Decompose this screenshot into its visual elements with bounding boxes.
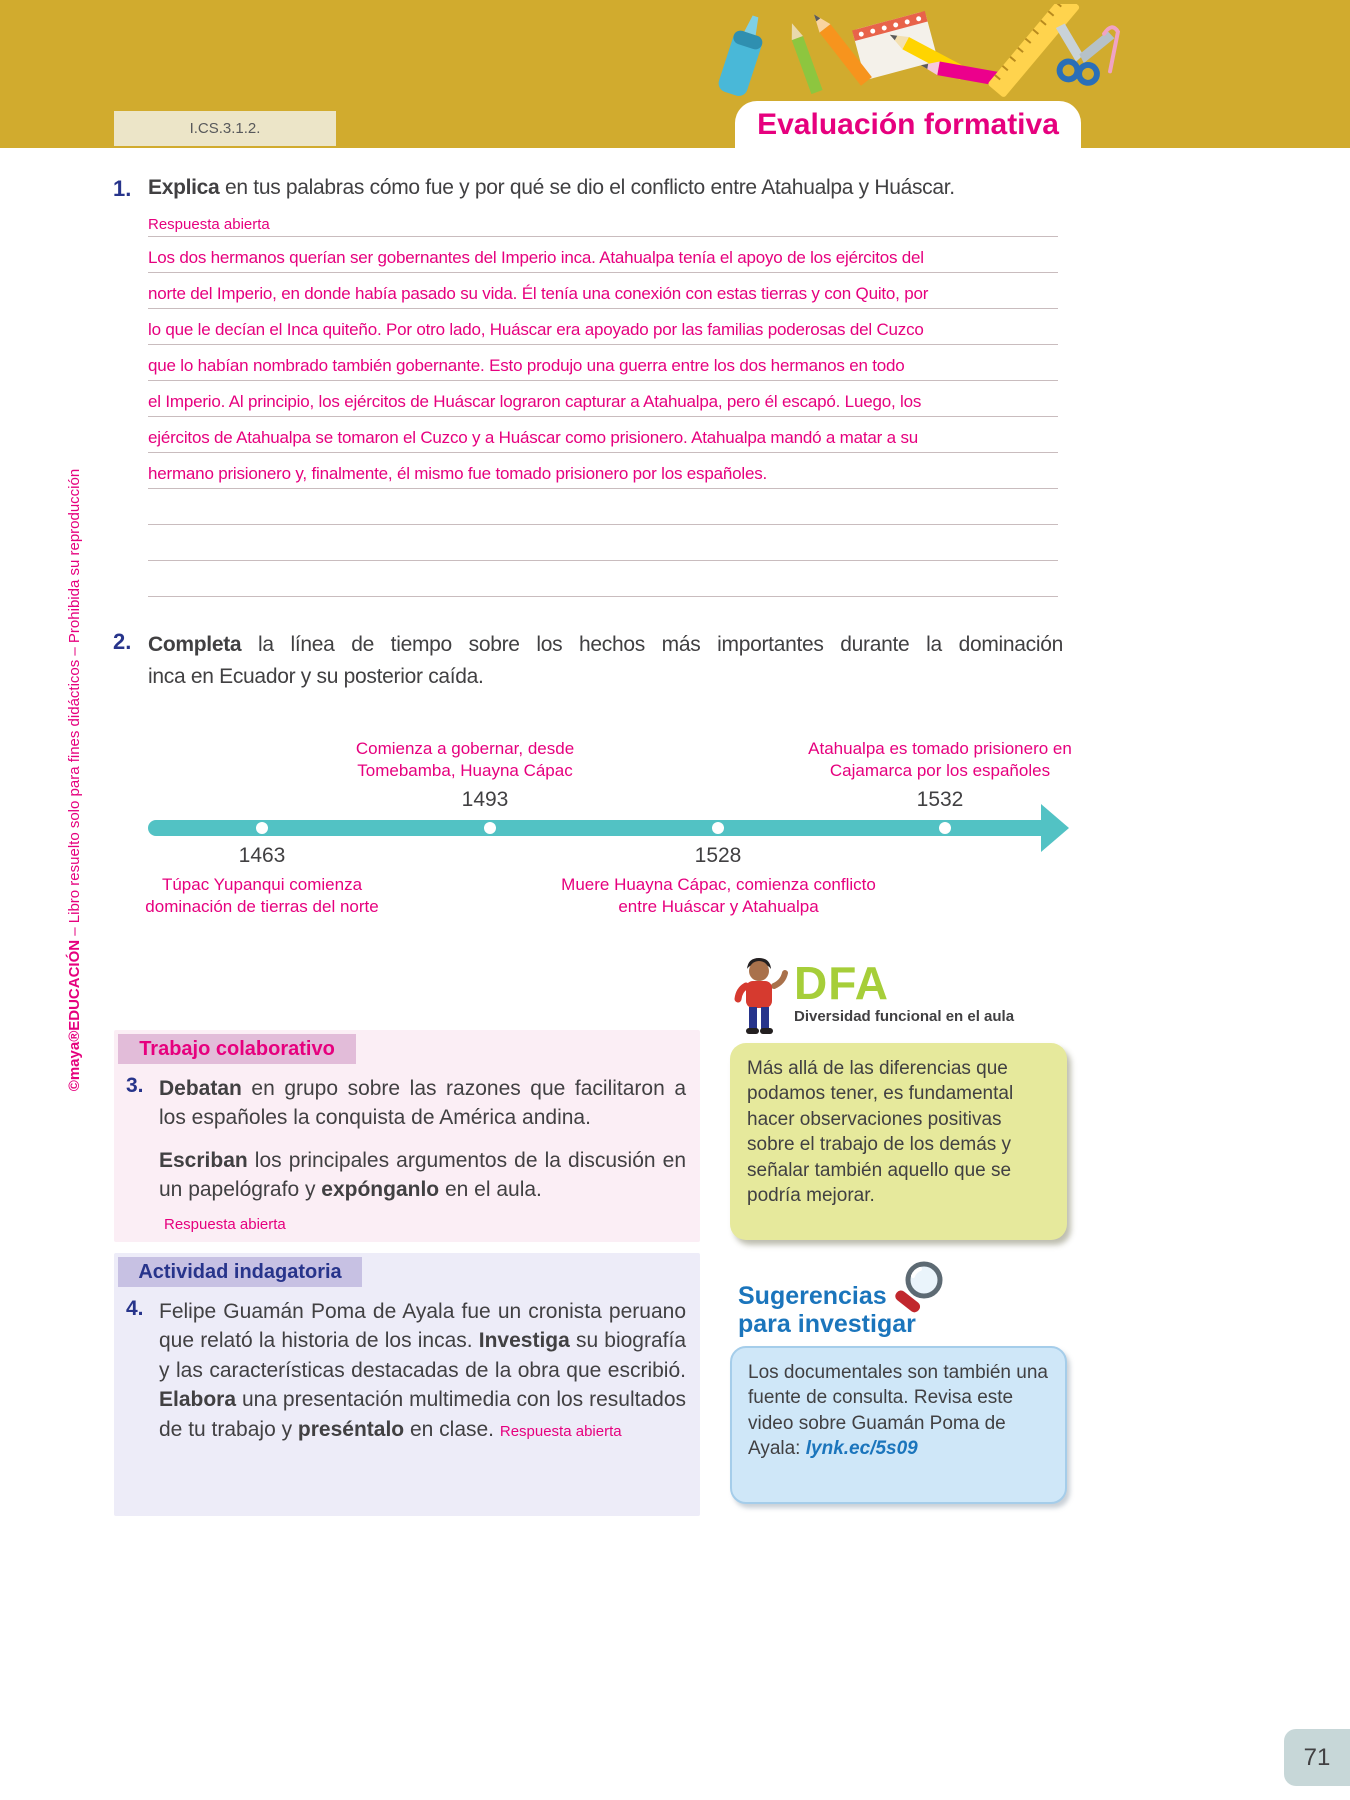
question-3-text xyxy=(159,1074,686,1133)
timeline-dot xyxy=(939,822,951,834)
question-1-rest: en tus palabras cómo fue y por qué se dio el conflicto entre Atahualpa y Huáscar. xyxy=(219,176,955,199)
answer-line: hermano prisionero y, finalmente, él mismo fue tomado prisionero por los españoles. xyxy=(148,453,1058,489)
timeline-dot xyxy=(712,822,724,834)
timeline-event-label: Atahualpa es tomado prisionero en Cajamarca por los españoles xyxy=(808,739,1072,781)
timeline-year: 1463 xyxy=(238,844,286,867)
answer-line-empty xyxy=(148,561,1058,597)
copyright-text: – Libro resuelto solo para fines didácticos – Prohibida su reproducción xyxy=(66,468,83,940)
question-3-rest: en grupo sobre las razones que facilitaron a los españoles la conquista de América andina. xyxy=(159,1077,686,1130)
timeline-bar xyxy=(148,820,1041,836)
question-3-number: 3. xyxy=(126,1074,144,1097)
timeline-dot xyxy=(484,822,496,834)
timeline-event-label: Comienza a gobernar, desde Tomebamba, Huayna Cápac xyxy=(355,739,575,781)
answer-line: lo que le decían el Inca quiteño. Por otro lado, Huáscar era apoyado por las familias poderosas del Cuzco xyxy=(148,309,1058,345)
collaborative-work-content xyxy=(126,1074,686,1233)
page-number-tab xyxy=(1284,1729,1350,1786)
answer-line-empty xyxy=(148,489,1058,525)
question-2-number: 2. xyxy=(113,629,132,654)
timeline-year: 1528 xyxy=(694,844,742,867)
question-2-line1 xyxy=(148,629,1063,661)
question-2-line2: inca en Ecuador y su posterior caída. xyxy=(148,664,484,688)
question-4-t1: Felipe Guamán Poma de Ayala fue un cronista peruano que relató la historia de los incas. xyxy=(159,1300,686,1353)
question-2-text xyxy=(148,629,1063,692)
curriculum-code: I.CS.3.1.2. xyxy=(189,120,261,137)
research-suggestions-title-line1: Sugerencias xyxy=(738,1282,887,1310)
question-2-line1-rest: la línea de tiempo sobre los hechos más importantes durante la dominación xyxy=(241,633,1063,656)
inquiry-activity-content xyxy=(126,1297,686,1444)
question-1-answer-area xyxy=(148,212,1058,597)
question-2 xyxy=(113,629,1075,692)
question-3-verb: Debatan xyxy=(159,1077,242,1100)
dfa-acronym: DFA xyxy=(794,957,889,1009)
question-4-verb-elabora: Elabora xyxy=(159,1388,237,1412)
answer-line: norte del Imperio, en donde había pasado su vida. Él tenía una conexión con estas tierras y con Quito, por xyxy=(148,273,1058,309)
copyright-sidebar xyxy=(66,400,88,1160)
question-4-verb-presentalo: preséntalo xyxy=(297,1417,405,1441)
timeline-event-label: Túpac Yupanqui comienza dominación de tierras del norte xyxy=(145,875,379,917)
open-answer-label: Respuesta abierta xyxy=(164,1215,286,1233)
timeline-year: 1493 xyxy=(461,788,509,811)
research-suggestions-box xyxy=(730,1346,1067,1504)
question-4-t4: en clase. xyxy=(404,1417,500,1441)
question-3-p2-text2: en el aula. xyxy=(439,1178,542,1202)
question-3-verb-3: expónganlo xyxy=(321,1178,440,1202)
collaborative-work-box xyxy=(114,1030,700,1242)
research-suggestions-title-line2: para investigar xyxy=(738,1309,916,1338)
brand-text: ©maya®EDUCACIÓN xyxy=(66,939,83,1092)
answer-line: ejércitos de Atahualpa se tomaron el Cuzco y a Huáscar como prisionero. Atahualpa mandó a matar a su xyxy=(148,417,1058,453)
question-2-verb: Completa xyxy=(148,633,242,656)
page-title-box xyxy=(735,101,1081,148)
answer-line: Los dos hermanos querían ser gobernantes del Imperio inca. Atahualpa tenía el apoyo de los ejércitos del xyxy=(148,237,1058,273)
question-4-text xyxy=(159,1297,686,1444)
school-supplies-illustration xyxy=(690,4,1120,108)
video-link[interactable]: lynk.ec/5s09 xyxy=(805,1438,918,1460)
question-4-verb-investiga: Investiga xyxy=(478,1329,570,1353)
question-4-number: 4. xyxy=(126,1297,144,1320)
answer-line-empty xyxy=(148,525,1058,561)
question-4-t3: una presentación multimedia con los resultados de tu trabajo y xyxy=(159,1388,686,1441)
question-1-verb: Explica xyxy=(148,176,220,199)
inca-timeline xyxy=(145,736,1078,926)
inquiry-activity-box xyxy=(114,1253,700,1516)
research-suggestions-text: Los documentales son también una fuente de consulta. Revisa este video sobre Guamán Poma de Ayala: xyxy=(748,1362,1048,1460)
dfa-subtitle: Diversidad funcional en el aula xyxy=(794,1007,1015,1025)
open-answer-label: Respuesta abierta xyxy=(499,1422,622,1440)
answer-line: el Imperio. Al principio, los ejércitos de Huáscar lograron capturar a Atahualpa, pero él escapó. Luego, los xyxy=(148,381,1058,417)
magnifier-icon xyxy=(888,1258,950,1324)
timeline-dot xyxy=(256,822,268,834)
answer-line: que lo habían nombrado también gobernante. Esto produjo una guerra entre los dos hermanos en todo xyxy=(148,345,1058,381)
inquiry-activity-header: Actividad indagatoria xyxy=(118,1257,362,1287)
question-1-text xyxy=(148,176,955,202)
timeline-arrow xyxy=(1041,804,1069,852)
dfa-note-box: Más allá de las diferencias que podamos tener, es fundamental hacer observaciones positivas sobre el trabajo de los demás y señalar también aquello que se podría mejorar. xyxy=(730,1043,1067,1240)
page-number: 71 xyxy=(1303,1743,1331,1771)
question-3-paragraph-2 xyxy=(159,1146,686,1205)
question-4-t2: su biografía y las características destacadas de la obra que escribió. xyxy=(159,1329,687,1382)
dfa-logo xyxy=(730,956,1067,1040)
open-answer-label: Respuesta abierta xyxy=(148,212,1058,237)
page-title: Evaluación formativa xyxy=(757,107,1059,141)
timeline-event-label: Muere Huayna Cápac, comienza conflicto entre Huáscar y Atahualpa xyxy=(561,875,876,917)
question-1 xyxy=(113,176,1083,202)
collaborative-work-header: Trabajo colaborativo xyxy=(118,1034,356,1064)
timeline-year: 1532 xyxy=(916,788,964,811)
question-1-number: 1. xyxy=(113,176,132,201)
question-3-verb-2: Escriban xyxy=(159,1148,248,1172)
dfa-mascot-icon xyxy=(730,956,788,1038)
dfa-text-column xyxy=(794,956,1014,1040)
curriculum-code-badge xyxy=(114,111,336,146)
question-3-p2-text1: los principales argumentos de la discusión en un papelógrafo y xyxy=(159,1148,686,1202)
